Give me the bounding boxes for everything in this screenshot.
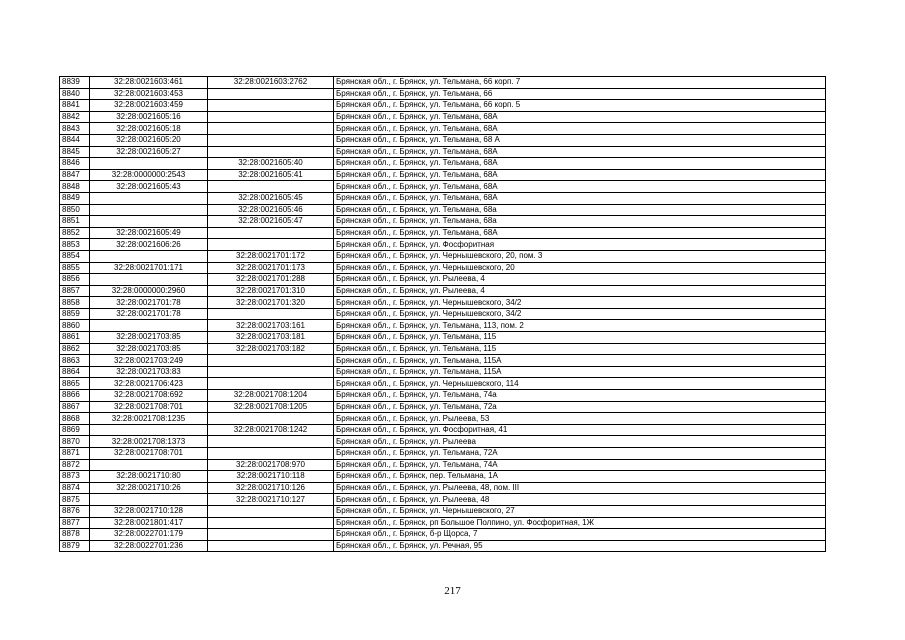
table-row [60, 459, 826, 471]
row-number-cell: 8842 [60, 111, 90, 123]
cadastral-number-cell: 32:28:0021603:459 [90, 100, 208, 112]
address-cell: Брянская обл., г. Брянск, ул. Тельмана, 115 [334, 332, 826, 344]
table-row [60, 424, 826, 436]
cadastral-number-cell: 32:28:0021605:27 [90, 146, 208, 158]
table-row [60, 274, 826, 286]
table-row [60, 390, 826, 402]
cadastral-number-cell: 32:28:0021706:423 [90, 378, 208, 390]
row-number-cell: 8851 [60, 216, 90, 228]
address-cell: Брянская обл., г. Брянск, ул. Рылеева, 4 [334, 285, 826, 297]
related-cadastral-number-cell [208, 529, 334, 541]
table-row [60, 320, 826, 332]
related-cadastral-number-cell: 32:28:0021605:41 [208, 169, 334, 181]
row-number-cell: 8862 [60, 343, 90, 355]
related-cadastral-number-cell: 32:28:0021701:288 [208, 274, 334, 286]
related-cadastral-number-cell [208, 413, 334, 425]
cadastral-number-cell: 32:28:0021710:128 [90, 505, 208, 517]
table-row [60, 262, 826, 274]
related-cadastral-number-cell [208, 355, 334, 367]
address-cell: Брянская обл., г. Брянск, ул. Тельмана, 72А [334, 448, 826, 460]
related-cadastral-number-cell: 32:28:0021605:47 [208, 216, 334, 228]
related-cadastral-number-cell: 32:28:0021708:1204 [208, 390, 334, 402]
cadastral-number-cell [90, 192, 208, 204]
table-row [60, 77, 826, 89]
related-cadastral-number-cell: 32:28:0021605:46 [208, 204, 334, 216]
cadastral-number-cell: 32:28:0021703:85 [90, 343, 208, 355]
address-cell: Брянская обл., г. Брянск, ул. Тельмана, 68А [334, 158, 826, 170]
row-number-cell: 8874 [60, 482, 90, 494]
cadastral-number-cell: 32:28:0021605:16 [90, 111, 208, 123]
address-cell: Брянская обл., г. Брянск, ул. Тельмана, 68А [334, 192, 826, 204]
cadastral-number-cell [90, 424, 208, 436]
related-cadastral-number-cell [208, 540, 334, 552]
table-row [60, 216, 826, 228]
cadastral-number-cell: 32:28:0022701:179 [90, 529, 208, 541]
row-number-cell: 8844 [60, 134, 90, 146]
related-cadastral-number-cell: 32:28:0021703:161 [208, 320, 334, 332]
row-number-cell: 8847 [60, 169, 90, 181]
table-row [60, 158, 826, 170]
table-row [60, 517, 826, 529]
address-cell: Брянская обл., г. Брянск, ул. Фосфоритная, 41 [334, 424, 826, 436]
related-cadastral-number-cell: 32:28:0021701:320 [208, 297, 334, 309]
cadastral-number-cell: 32:28:0021710:26 [90, 482, 208, 494]
table-row [60, 413, 826, 425]
row-number-cell: 8843 [60, 123, 90, 135]
address-cell: Брянская обл., г. Брянск, ул. Чернышевского, 34/2 [334, 297, 826, 309]
cadastral-number-cell: 32:28:0021603:461 [90, 77, 208, 89]
related-cadastral-number-cell [208, 517, 334, 529]
related-cadastral-number-cell [208, 181, 334, 193]
related-cadastral-number-cell [208, 100, 334, 112]
related-cadastral-number-cell: 32:28:0021603:2762 [208, 77, 334, 89]
address-cell: Брянская обл., г. Брянск, ул. Чернышевского, 20, пом. 3 [334, 250, 826, 262]
related-cadastral-number-cell: 32:28:0021710:127 [208, 494, 334, 506]
cadastral-number-cell: 32:28:0021701:78 [90, 297, 208, 309]
address-cell: Брянская обл., г. Брянск, ул. Тельмана, 68 А [334, 134, 826, 146]
cadastral-number-cell: 32:28:0000000:2543 [90, 169, 208, 181]
row-number-cell: 8861 [60, 332, 90, 344]
row-number-cell: 8878 [60, 529, 90, 541]
table-row [60, 366, 826, 378]
cadastral-number-cell: 32:28:0021603:453 [90, 88, 208, 100]
address-cell: Брянская обл., г. Брянск, ул. Рылеева, 48, пом. III [334, 482, 826, 494]
cadastral-number-cell [90, 250, 208, 262]
table-row [60, 529, 826, 541]
related-cadastral-number-cell: 32:28:0021701:173 [208, 262, 334, 274]
address-cell: Брянская обл., г. Брянск, ул. Чернышевского, 20 [334, 262, 826, 274]
address-cell: Брянская обл., г. Брянск, ул. Тельмана, 68А [334, 123, 826, 135]
related-cadastral-number-cell [208, 505, 334, 517]
related-cadastral-number-cell [208, 146, 334, 158]
row-number-cell: 8863 [60, 355, 90, 367]
related-cadastral-number-cell [208, 88, 334, 100]
address-cell: Брянская обл., г. Брянск, ул. Чернышевского, 114 [334, 378, 826, 390]
related-cadastral-number-cell: 32:28:0021708:1242 [208, 424, 334, 436]
address-cell: Брянская обл., г. Брянск, ул. Тельмана, 115А [334, 366, 826, 378]
row-number-cell: 8865 [60, 378, 90, 390]
address-cell: Брянская обл., г. Брянск, ул. Тельмана, 68А [334, 146, 826, 158]
related-cadastral-number-cell [208, 111, 334, 123]
related-cadastral-number-cell: 32:28:0021708:1205 [208, 401, 334, 413]
related-cadastral-number-cell: 32:28:0021605:40 [208, 158, 334, 170]
cadastral-number-cell [90, 494, 208, 506]
row-number-cell: 8850 [60, 204, 90, 216]
address-cell: Брянская обл., г. Брянск, ул. Тельмана, 74а [334, 390, 826, 402]
related-cadastral-number-cell [208, 308, 334, 320]
address-cell: Брянская обл., г. Брянск, ул. Тельмана, 68а [334, 216, 826, 228]
address-cell: Брянская обл., г. Брянск, ул. Тельмана, 68а [334, 204, 826, 216]
address-cell: Брянская обл., г. Брянск, ул. Рылеева, 4 [334, 274, 826, 286]
address-cell: Брянская обл., г. Брянск, ул. Тельмана, 66 [334, 88, 826, 100]
cadastral-number-cell: 32:28:0021710:80 [90, 471, 208, 483]
table-row [60, 471, 826, 483]
cadastral-number-cell [90, 459, 208, 471]
related-cadastral-number-cell: 32:28:0021701:310 [208, 285, 334, 297]
row-number-cell: 8857 [60, 285, 90, 297]
table-row [60, 169, 826, 181]
row-number-cell: 8873 [60, 471, 90, 483]
table-row [60, 239, 826, 251]
related-cadastral-number-cell [208, 239, 334, 251]
related-cadastral-number-cell [208, 134, 334, 146]
row-number-cell: 8859 [60, 308, 90, 320]
address-cell: Брянская обл., г. Брянск, ул. Речная, 95 [334, 540, 826, 552]
table-row [60, 332, 826, 344]
table-row [60, 227, 826, 239]
address-cell: Брянская обл., г. Брянск, ул. Тельмана, 68А [334, 169, 826, 181]
row-number-cell: 8866 [60, 390, 90, 402]
cadastral-number-cell: 32:28:0021701:171 [90, 262, 208, 274]
row-number-cell: 8868 [60, 413, 90, 425]
row-number-cell: 8849 [60, 192, 90, 204]
related-cadastral-number-cell [208, 448, 334, 460]
table-row [60, 111, 826, 123]
cadastral-number-cell: 32:28:0021606:26 [90, 239, 208, 251]
row-number-cell: 8840 [60, 88, 90, 100]
related-cadastral-number-cell [208, 366, 334, 378]
address-cell: Брянская обл., г. Брянск, ул. Чернышевского, 27 [334, 505, 826, 517]
cadastral-number-cell: 32:28:0021605:43 [90, 181, 208, 193]
cadastral-number-cell: 32:28:0000000:2960 [90, 285, 208, 297]
table-row [60, 192, 826, 204]
page-number: 217 [444, 585, 461, 597]
table-row [60, 123, 826, 135]
table-row [60, 482, 826, 494]
cadastral-number-cell: 32:28:0021605:20 [90, 134, 208, 146]
cadastral-number-cell: 32:28:0021703:85 [90, 332, 208, 344]
address-cell: Брянская обл., г. Брянск, ул. Тельмана, 74А [334, 459, 826, 471]
cadastral-number-cell [90, 274, 208, 286]
cadastral-number-cell: 32:28:0021605:49 [90, 227, 208, 239]
cadastral-number-cell: 32:28:0021703:83 [90, 366, 208, 378]
address-cell: Брянская обл., г. Брянск, ул. Тельмана, 66 корп. 5 [334, 100, 826, 112]
address-cell: Брянская обл., г. Брянск, б-р Щорса, 7 [334, 529, 826, 541]
row-number-cell: 8855 [60, 262, 90, 274]
table-row [60, 355, 826, 367]
related-cadastral-number-cell: 32:28:0021701:172 [208, 250, 334, 262]
table-row [60, 88, 826, 100]
row-number-cell: 8856 [60, 274, 90, 286]
cadastral-number-cell: 32:28:0021708:692 [90, 390, 208, 402]
related-cadastral-number-cell [208, 378, 334, 390]
table-row [60, 343, 826, 355]
row-number-cell: 8879 [60, 540, 90, 552]
address-cell: Брянская обл., г. Брянск, ул. Чернышевского, 34/2 [334, 308, 826, 320]
address-cell: Брянская обл., г. Брянск, ул. Тельмана, 68А [334, 227, 826, 239]
row-number-cell: 8845 [60, 146, 90, 158]
cadastral-number-cell: 32:28:0021701:78 [90, 308, 208, 320]
table-row [60, 436, 826, 448]
address-cell: Брянская обл., г. Брянск, ул. Тельмана, 66 корп. 7 [334, 77, 826, 89]
row-number-cell: 8839 [60, 77, 90, 89]
row-number-cell: 8853 [60, 239, 90, 251]
related-cadastral-number-cell [208, 436, 334, 448]
row-number-cell: 8871 [60, 448, 90, 460]
cadastral-number-cell: 32:28:0021708:1373 [90, 436, 208, 448]
related-cadastral-number-cell: 32:28:0021710:126 [208, 482, 334, 494]
cadastral-number-cell [90, 204, 208, 216]
address-cell: Брянская обл., г. Брянск, ул. Тельмана, 115А [334, 355, 826, 367]
table-row [60, 204, 826, 216]
row-number-cell: 8858 [60, 297, 90, 309]
address-cell: Брянская обл., г. Брянск, ул. Тельмана, 115 [334, 343, 826, 355]
cadastral-number-cell [90, 320, 208, 332]
table-row [60, 540, 826, 552]
row-number-cell: 8864 [60, 366, 90, 378]
related-cadastral-number-cell: 32:28:0021710:118 [208, 471, 334, 483]
cadastral-table-body [60, 77, 826, 552]
related-cadastral-number-cell: 32:28:0021708:970 [208, 459, 334, 471]
row-number-cell: 8876 [60, 505, 90, 517]
related-cadastral-number-cell [208, 123, 334, 135]
row-number-cell: 8869 [60, 424, 90, 436]
row-number-cell: 8841 [60, 100, 90, 112]
row-number-cell: 8854 [60, 250, 90, 262]
row-number-cell: 8852 [60, 227, 90, 239]
cadastral-number-cell: 32:28:0021708:1235 [90, 413, 208, 425]
address-cell: Брянская обл., г. Брянск, ул. Тельмана, 68А [334, 181, 826, 193]
row-number-cell: 8877 [60, 517, 90, 529]
address-cell: Брянская обл., г. Брянск, ул. Тельмана, 113, пом. 2 [334, 320, 826, 332]
address-cell: Брянская обл., г. Брянск, ул. Рылеева, 48 [334, 494, 826, 506]
table-row [60, 250, 826, 262]
table-row [60, 297, 826, 309]
address-cell: Брянская обл., г. Брянск, ул. Тельмана, 68А [334, 111, 826, 123]
table-row [60, 505, 826, 517]
cadastral-number-cell: 32:28:0021708:701 [90, 448, 208, 460]
table-row [60, 308, 826, 320]
related-cadastral-number-cell: 32:28:0021703:181 [208, 332, 334, 344]
table-row [60, 181, 826, 193]
table-row [60, 448, 826, 460]
address-cell: Брянская обл., г. Брянск, ул. Рылеева [334, 436, 826, 448]
table-row [60, 401, 826, 413]
address-cell: Брянская обл., г. Брянск, ул. Фосфоритная [334, 239, 826, 251]
related-cadastral-number-cell: 32:28:0021703:182 [208, 343, 334, 355]
table-row [60, 378, 826, 390]
row-number-cell: 8860 [60, 320, 90, 332]
table-row [60, 100, 826, 112]
row-number-cell: 8846 [60, 158, 90, 170]
cadastral-number-cell: 32:28:0021605:18 [90, 123, 208, 135]
row-number-cell: 8872 [60, 459, 90, 471]
cadastral-number-cell: 32:28:0021801:417 [90, 517, 208, 529]
row-number-cell: 8848 [60, 181, 90, 193]
address-cell: Брянская обл., г. Брянск, ул. Рылеева, 53 [334, 413, 826, 425]
row-number-cell: 8867 [60, 401, 90, 413]
cadastral-number-cell [90, 158, 208, 170]
table-row [60, 285, 826, 297]
address-cell: Брянская обл., г. Брянск, пер. Тельмана, 1А [334, 471, 826, 483]
cadastral-number-cell: 32:28:0021708:701 [90, 401, 208, 413]
cadastral-number-cell [90, 216, 208, 228]
related-cadastral-number-cell: 32:28:0021605:45 [208, 192, 334, 204]
table-row [60, 134, 826, 146]
related-cadastral-number-cell [208, 227, 334, 239]
cadastral-number-cell: 32:28:0021703:249 [90, 355, 208, 367]
address-cell: Брянская обл., г. Брянск, рп Большое Полпино, ул. Фосфоритная, 1Ж [334, 517, 826, 529]
cadastral-number-cell: 32:28:0022701:236 [90, 540, 208, 552]
address-cell: Брянская обл., г. Брянск, ул. Тельмана, 72а [334, 401, 826, 413]
cadastral-table [59, 76, 826, 552]
table-row [60, 494, 826, 506]
table-row [60, 146, 826, 158]
row-number-cell: 8870 [60, 436, 90, 448]
row-number-cell: 8875 [60, 494, 90, 506]
